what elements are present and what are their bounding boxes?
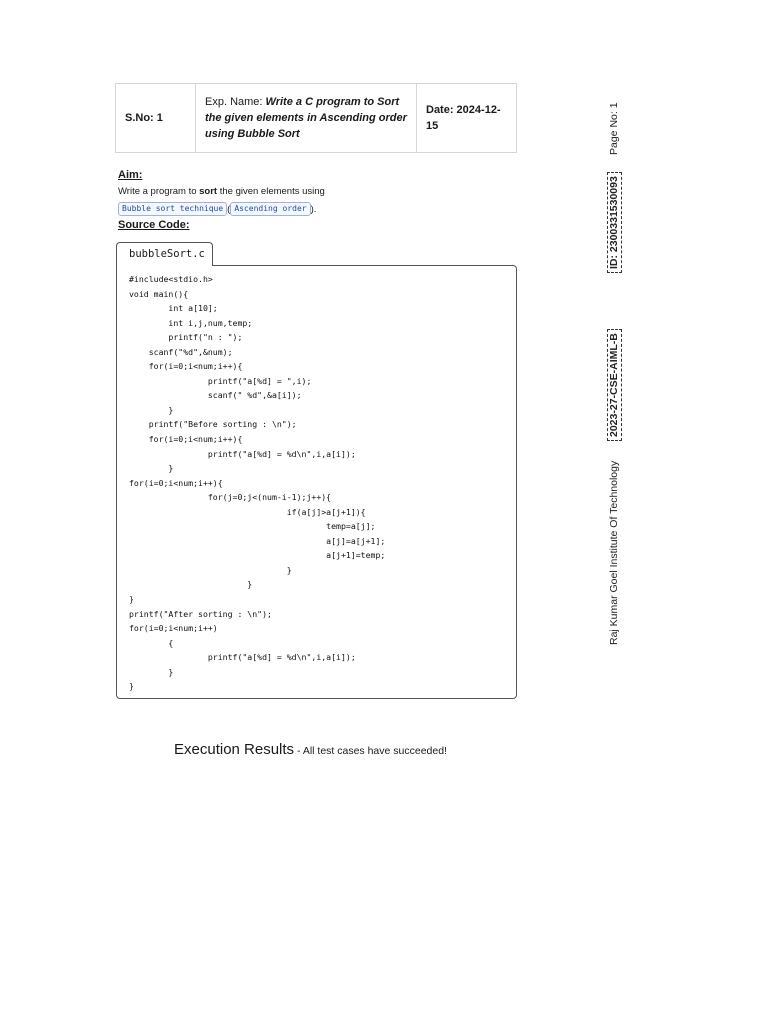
page-number: Page No: 1 [608,102,620,155]
aim-heading: Aim: [118,169,143,181]
experiment-name: Write a C program to Sort the given elements in Ascending order using Bubble Sort [205,96,407,140]
experiment-date: Date: 2024-12-15 [426,104,501,132]
code-block [116,265,517,699]
aim-text-end: the given elements using [217,186,325,197]
aim-text [118,186,325,197]
aim-text-start: Write a program to [118,186,200,197]
source-code-heading: Source Code: [118,219,190,231]
execution-status: - All test cases have succeeded! [294,745,447,757]
aim-text-bold: sort [199,186,218,197]
batch-code: 2023-27-CSE-AIML-B [607,329,622,441]
aim-open-paren: ( [227,203,231,215]
aim-close-paren: ). [310,203,317,215]
source-code: #include<stdio.h> void main(){ int a[10]; int i,j,num,temp; printf("n : "); scanf("%d",&num); for(i=0;i<num;i++){ printf("a[%d] = ",i); scanf(" %d",&a[i]); } printf("Before sorting : \n"); for(i=0;i<num;i++){ printf("a[%d] = %d\n",i,a[i]); } for(i=0;i<num;i++){ for(j=0;j<(num-i-1);j++){ if(a[j]>a[j+1]){ temp=a[j]; a[j]=a[j+1]; a[j+1]=temp; } } } printf("After sorting : \n"); for(i=0;i<num;i++) { printf("a[%d] = %d\n",i,a[i]); } } [129,274,386,692]
tag-bubble-sort: Bubble sort technique [118,202,227,216]
serial-number: S.No: 1 [116,84,196,152]
file-tab: bubbleSort.c [116,242,213,266]
execution-title: Execution Results [174,741,295,758]
side-margin-info [606,45,622,645]
institute-name: Raj Kumar Goel Institute Of Technology [608,460,620,645]
tag-ascending-order: Ascending order [230,202,310,216]
execution-results [174,741,447,759]
experiment-header-table [115,83,517,153]
experiment-name-cell [196,84,417,152]
aim-tags [118,202,316,216]
experiment-name-label: Exp. Name: [205,96,266,108]
student-id: ID: 2300331530093 [607,172,622,273]
